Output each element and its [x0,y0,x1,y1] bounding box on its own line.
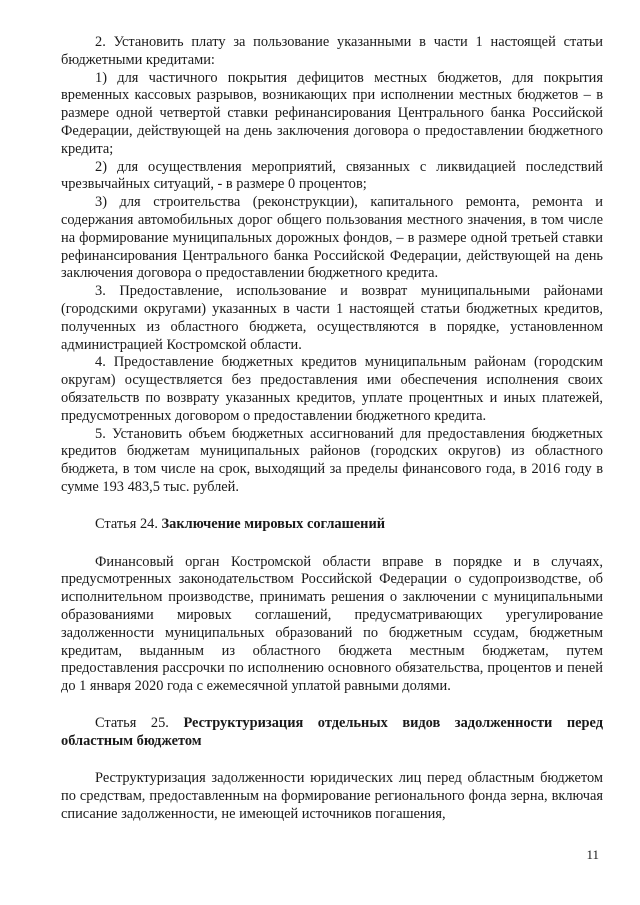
paragraph-2-item-3: 3) для строительства (реконструкции), капитального ремонта, ремонта и содержания автомобильных дорог общего пользования местного значения, в том числе на формирование муниципальных дорожных фондов, – в размере одной третьей ставки рефинансирования Центрального банка Российской Федерации, действующей на день заключения договора о предоставлении бюджетного кредита. [61,194,603,282]
article-24-prefix: Статья 24. [95,515,162,532]
document-page [61,34,603,824]
article-24-heading [61,516,603,534]
paragraph-3: 3. Предоставление, использование и возврат муниципальными районами (городскими округами) указанных в части 1 настоящей статьи бюджетных кредитов, полученных из областного бюджета, осуществляются в порядке, установленном администрацией Костромской области. [61,283,603,353]
article-25-prefix: Статья 25. [95,714,184,731]
article-24-title: Заключение мировых соглашений [161,515,386,532]
paragraph-2: 2. Установить плату за пользование указанными в части 1 настоящей статьи бюджетными кредитами: [61,34,603,68]
paragraph-2-item-2: 2) для осуществления мероприятий, связанных с ликвидацией последствий чрезвычайных ситуаций, - в размере 0 процентов; [61,158,603,193]
article-25-title: Реструктуризация отдельных видов задолженности перед областным бюджетом [61,714,604,749]
paragraph-2-item-1: 1) для частичного покрытия дефицитов местных бюджетов, для покрытия временных кассовых разрывов, возникающих при исполнении местных бюджетов – в размере одной четвертой ставки рефинансирования Центрального банка Российской Федерации, действующей на день заключения договора о предоставлении бюджетного кредита; [61,69,603,157]
article-25-heading [61,715,603,751]
article-25-text: Реструктуризация задолженности юридических лиц перед областным бюджетом по средствам, предоставленным на формирование регионального фонда зерна, включая списание задолженности, не имеющей источников погашения, [61,770,603,823]
paragraph-5: 5. Установить объем бюджетных ассигнований для предоставления бюджетных кредитов бюджетам муниципальных районов (городских округов) из областного бюджета, в том числе на срок, выходящий за пределы финансового года, в 2016 году в сумме 193 483,5 тыс. рублей. [61,425,603,495]
page-number: 11 [586,847,599,862]
article-24-text: Финансовый орган Костромской области вправе в порядке и в случаях, предусмотренных законодательством Российской Федерации о судопроизводстве, об исполнительном производстве, принимать решения о заключении с муниципальными образованиями мировых соглашений, предусматривающих урегулирование задолженности муниципальных образований по бюджетным ссудам, бюджетным кредитам, выданным из областного бюджета местным бюджетам, путем предоставления рассрочки по исполнению основного обязательства, процентов и пеней до 1 января 2020 года с ежемесячной уплатой равными долями. [61,553,603,695]
article-23-continuation [61,34,603,497]
paragraph-4: 4. Предоставление бюджетных кредитов муниципальным районам (городским округам) осуществляется без предоставления ими обеспечения исполнения своих обязательств по возврату указанных кредитов, уплате процентных и иных платежей, предусмотренных договором о предоставлении бюджетного кредита. [61,354,603,424]
